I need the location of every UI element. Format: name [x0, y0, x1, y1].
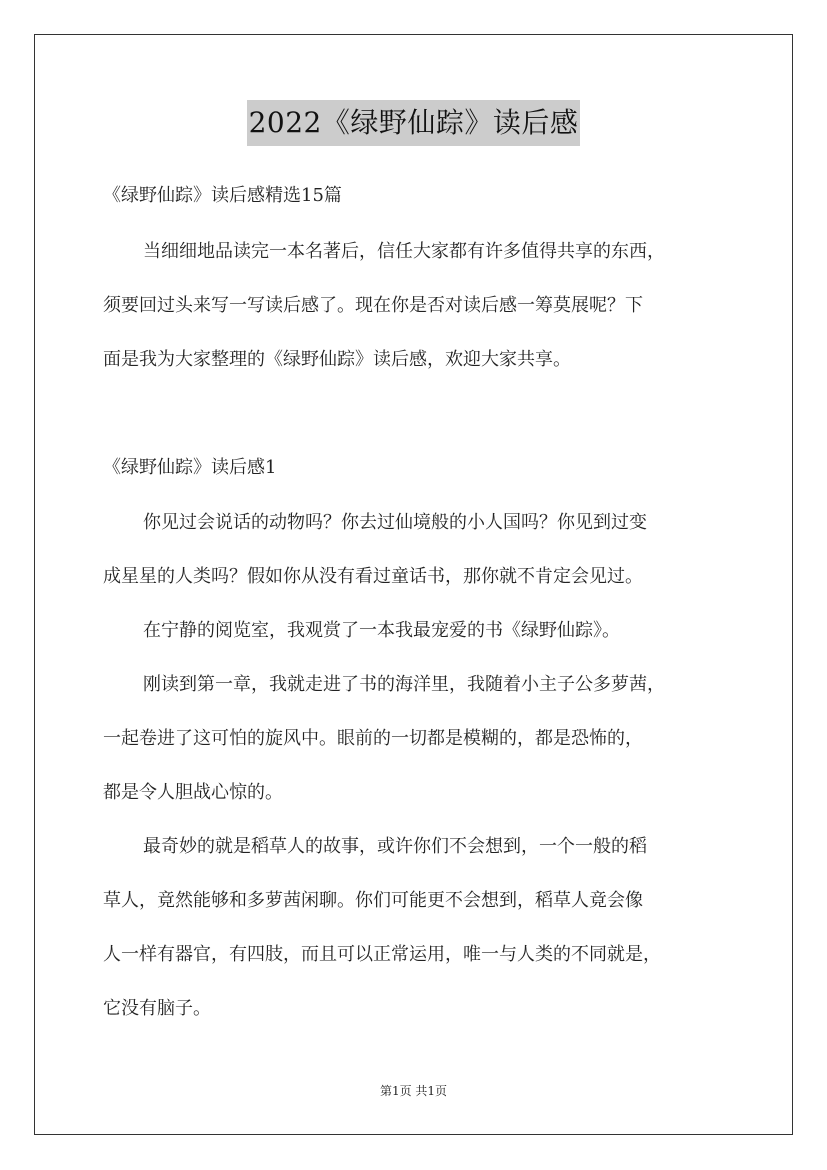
body-line: 一起卷进了这可怕的旋风中。眼前的一切都是模糊的，都是恐怖的，	[103, 728, 643, 749]
body-line: 都是令人胆战心惊的。	[103, 782, 283, 803]
subtitle: 《绿野仙踪》读后感精选15篇	[103, 185, 342, 206]
intro-line: 须要回过头来写一写读后感了。现在你是否对读后感一筹莫展呢？下	[103, 295, 643, 316]
body-line: 在宁静的阅览室，我观赏了一本我最宠爱的书《绿野仙踪》。	[143, 620, 620, 641]
body-line: 刚读到第一章，我就走进了书的海洋里，我随着小主子公多萝茜，	[143, 674, 665, 695]
body-line: 成星星的人类吗？假如你从没有看过童话书，那你就不肯定会见过。	[103, 566, 643, 587]
intro-line: 面是我为大家整理的《绿野仙踪》读后感，欢迎大家共享。	[103, 349, 571, 370]
page-footer: 第1页 共1页	[379, 1084, 448, 1098]
body-line: 最奇妙的就是稻草人的故事，或许你们不会想到，一个一般的稻	[143, 836, 647, 857]
body-line: 你见过会说话的动物吗？你去过仙境般的小人国吗？你见到过变	[143, 512, 647, 533]
body-line: 草人，竟然能够和多萝茜闲聊。你们可能更不会想到，稻草人竟会像	[103, 890, 643, 911]
title-container	[0, 100, 827, 146]
section-heading: 《绿野仙踪》读后感1	[103, 457, 277, 478]
body-line: 它没有脑子。	[103, 998, 211, 1019]
intro-line: 当细细地品读完一本名著后，信任大家都有许多值得共享的东西，	[143, 241, 665, 262]
body-line: 人一样有器官，有四肢，而且可以正常运用，唯一与人类的不同就是，	[103, 944, 661, 965]
document-title: 2022《绿野仙踪》读后感	[247, 100, 581, 146]
